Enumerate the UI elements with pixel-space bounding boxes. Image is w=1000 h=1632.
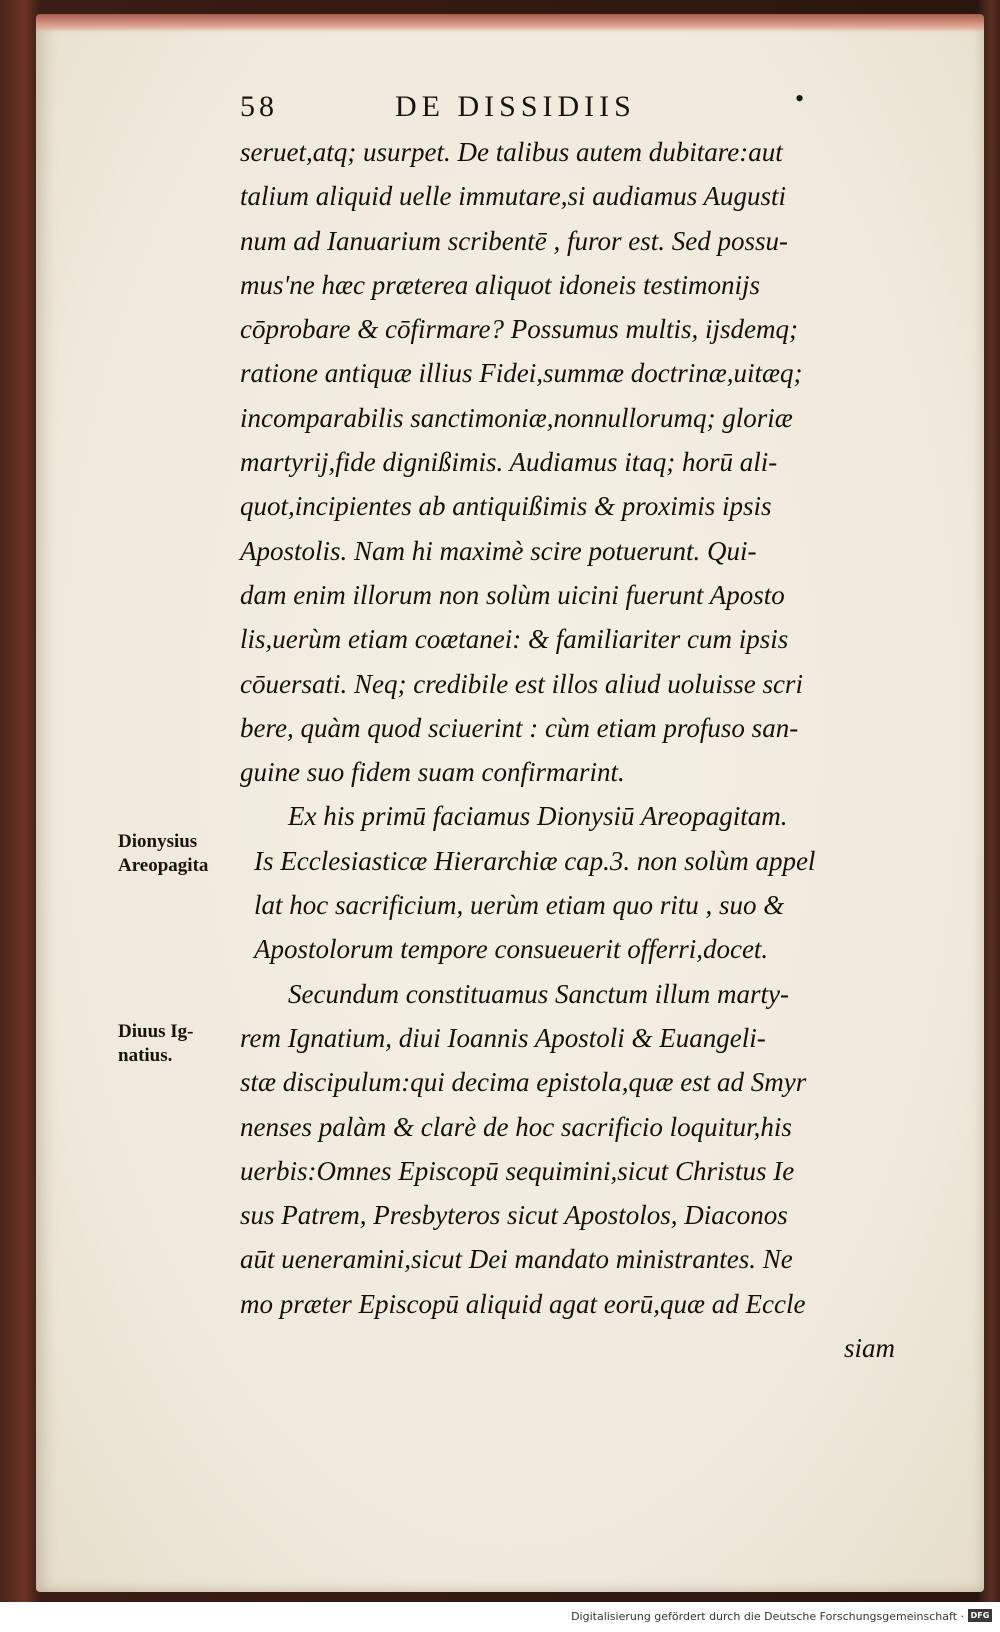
body-text xyxy=(240,130,900,1370)
text-line: incomparabilis sanctimoniæ,nonnullorumq; gloriæ xyxy=(240,402,793,433)
text-line: stæ discipulum:qui decima epistola,quæ est ad Smyr xyxy=(240,1067,807,1098)
marginal-note-line: Areopagita xyxy=(118,855,209,876)
text-line: mus'ne hæc præterea aliquot idoneis testimonijs xyxy=(240,269,761,300)
text-line: Apostolis. Nam hi maximè scire potuerunt. Qui- xyxy=(240,535,757,566)
marginal-note-dionysius xyxy=(118,830,248,878)
text-line: Apostolorum tempore consueuerit offerri,docet. xyxy=(254,934,769,965)
text-line: talium aliquid uelle immutare,si audiamus Augusti xyxy=(240,181,786,212)
text-line: Secundum constituamus Sanctum illum marty- xyxy=(288,978,789,1009)
marginal-note-ignatius xyxy=(118,1020,248,1068)
text-line: seruet,atq; usurpet. De talibus autem dubitare:aut xyxy=(240,137,783,167)
running-title: DE DISSIDIIS xyxy=(395,90,636,123)
text-line: Is Ecclesiasticæ Hierarchiæ cap.3. non solùm appel xyxy=(254,845,816,876)
marginal-note-line: Dionysius xyxy=(118,831,198,852)
text-line: lat hoc sacrificium, uerùm etiam quo ritu , suo & xyxy=(254,890,785,921)
text-line: nenses palàm & clarè de hoc sacrificio loquitur,his xyxy=(240,1111,792,1142)
text-line: uerbis:Omnes Episcopū sequimini,sicut Christus Ie xyxy=(240,1155,795,1186)
text-line: lis,uerùm etiam coætanei: & familiariter cum ipsis xyxy=(240,624,789,655)
footer-bar xyxy=(0,1602,1000,1632)
text-line: cōprobare & cōfirmare? Possumus multis, ijsdemq; xyxy=(240,314,798,345)
running-head xyxy=(240,84,890,130)
text-line: ratione antiquæ illius Fidei,summæ doctrinæ,uitæq; xyxy=(240,358,803,389)
text-line: martyrij,fide dignißimis. Audiamus itaq; horū ali- xyxy=(240,447,778,478)
text-line: aūt ueneramini,sicut Dei mandato ministrantes. Ne xyxy=(240,1244,793,1275)
text-line: cōuersati. Neq; credibile est illos aliud uoluisse scri xyxy=(240,668,803,699)
text-line: bere, quàm quod sciuerint : cùm etiam profuso san- xyxy=(240,712,799,743)
marginal-note-line: Diuus Ig- xyxy=(118,1021,194,1042)
marginal-note-line: natius. xyxy=(118,1045,173,1066)
dfg-logo-icon: DFG xyxy=(968,1609,992,1622)
text-line: dam enim illorum non solùm uicini fuerunt Aposto xyxy=(240,579,785,610)
text-line: num ad Ianuarium scribentē , furor est. Sed possu- xyxy=(240,225,788,256)
text-line: Ex his primū faciamus Dionysiū Areopagitam. xyxy=(288,801,788,832)
page-number: 58 xyxy=(240,90,278,123)
running-head-mark: • xyxy=(795,84,809,113)
text-line: siam xyxy=(843,1333,895,1364)
text-line: guine suo fidem suam confirmarint. xyxy=(240,757,625,788)
text-line: rem Ignatium, diui Ioannis Apostoli & Euangeli- xyxy=(240,1022,766,1053)
text-line: quot,incipientes ab antiquißimis & proximis ipsis xyxy=(240,491,772,522)
text-line: sus Patrem, Presbyteros sicut Apostolos, Diaconos xyxy=(240,1200,788,1231)
funding-credit: Digitalisierung gefördert durch die Deutsche Forschungsgemeinschaft · xyxy=(571,1610,964,1623)
text-line: mo præter Episcopū aliquid agat eorū,quæ ad Eccle xyxy=(240,1288,806,1319)
page-top-edge xyxy=(36,14,984,32)
